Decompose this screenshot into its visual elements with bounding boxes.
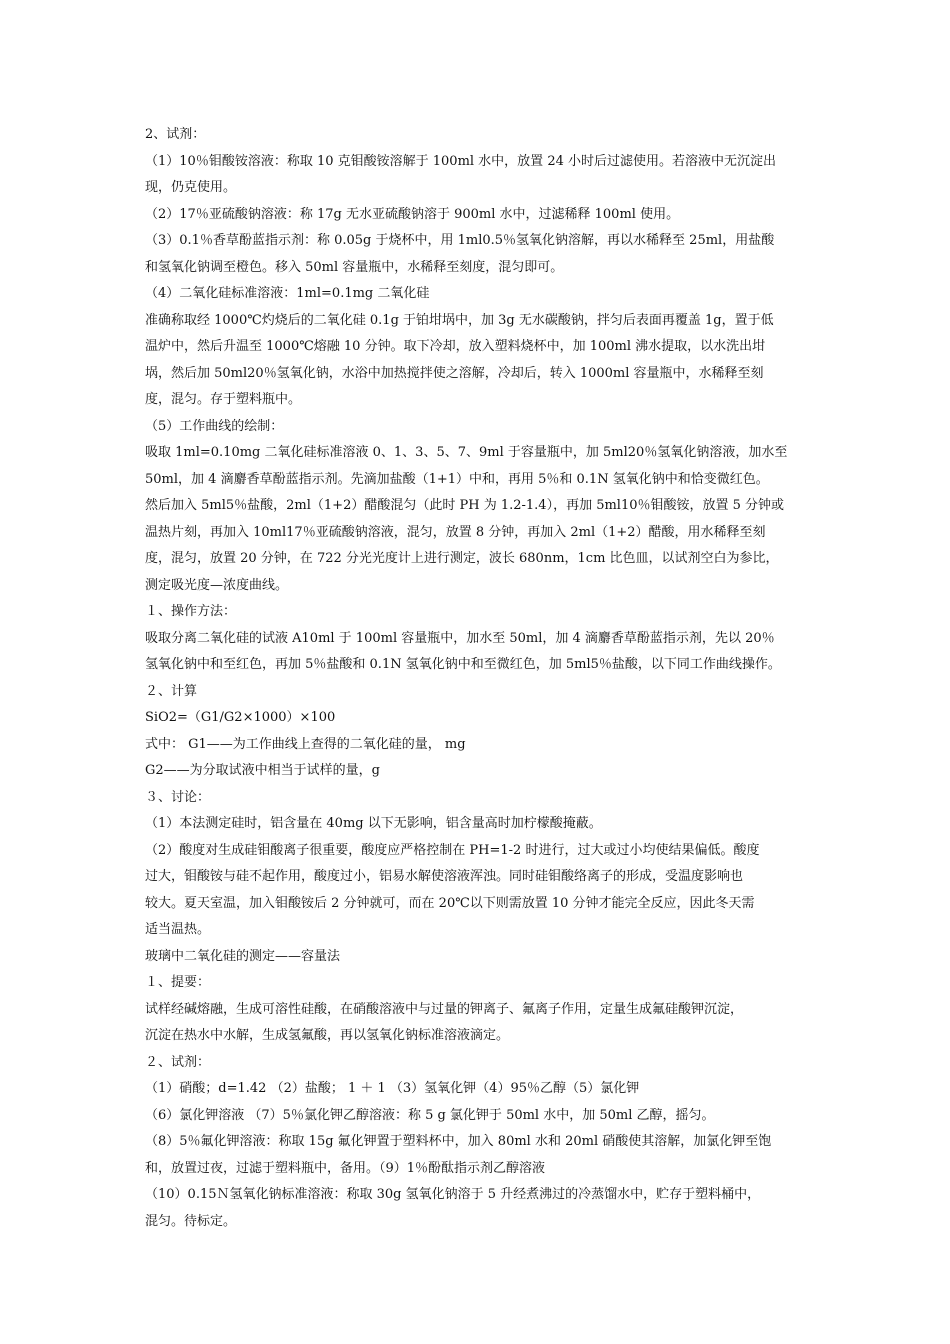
text-line: 混匀。待标定。 (145, 1213, 237, 1229)
text-line: （1）10％钼酸铵溶液：称取 10 克钼酸铵溶解于 100ml 水中，放置 24 小时后过滤使用。若溶液中无沉淀出 (145, 153, 776, 169)
text-line: （1）硝酸；d=1.42 （2）盐酸； 1 ＋ 1 （3）氢氧化钾（4）95％乙醇（5）氯化钾 (145, 1081, 640, 1096)
text-line: （8）5％氟化钾溶液：称取 15g 氟化钾置于塑料杯中，加入 80ml 水和 20ml 硝酸使其溶解，加氯化钾至饱 (145, 1134, 772, 1149)
text-line: 和，放置过夜，过滤于塑料瓶中，备用。（9）1％酚酞指示剂乙醇溶液 (145, 1160, 546, 1176)
text-line: （4）二氧化硅标准溶液：1ml=0.1mg 二氧化硅 (145, 286, 430, 301)
text-line: G2——为分取试液中相当于试样的量，g (145, 763, 380, 778)
text-line: 度，混匀，放置 20 分钟，在 722 分光光度计上进行测定，波长 680nm，1cm 比色皿，以试剂空白为参比， (145, 551, 779, 566)
text-line: 玻璃中二氧化硅的测定——容量法 (145, 948, 341, 964)
document-body (145, 122, 813, 1235)
text-line: １、提要： (145, 975, 211, 990)
text-line: （6）氯化钾溶液 （7）5％氯化钾乙醇溶液：称 5 g 氯化钾于 50ml 水中，加 50ml 乙醇，摇匀。 (145, 1107, 715, 1123)
text-line: 现，仍克使用。 (145, 180, 237, 195)
text-line: （2）酸度对生成硅钼酸离子很重要，酸度应严格控制在 PH=1-2 时进行，过大或过小均使结果偏低。酸度 (145, 842, 760, 858)
text-line: 沉淀在热水中水解，生成氢氟酸，再以氢氧化钠标准溶液滴定。 (145, 1028, 510, 1043)
text-line: ２、计算 (145, 683, 198, 699)
text-line: 埚，然后加 50ml20％氢氧化钠，水浴中加热搅拌使之溶解，冷却后，转入 1000ml 容量瓶中，水稀释至刻 (145, 365, 764, 381)
text-line: 适当温热。 (145, 922, 211, 937)
text-line: （1）本法测定硅时，铝含量在 40mg 以下无影响，铝含量高时加柠檬酸掩蔽。 (145, 816, 602, 831)
text-line: 50ml，加 4 滴麝香草酚蓝指示剂。先滴加盐酸（1+1）中和，再用 5％和 0.1N 氢氧化钠中和恰变微红色。 (145, 471, 769, 487)
text-line: 温炉中，然后升温至 1000℃熔融 10 分钟。取下冷却，放入塑料烧杯中，加 100ml 沸水提取，以水洗出坩 (145, 339, 766, 354)
text-line: １、操作方法： (145, 604, 237, 619)
text-line: 较大。夏天室温，加入钼酸铵后 2 分钟就可，而在 20℃以下则需放置 10 分钟才能完全反应，因此冬天需 (145, 895, 755, 911)
text-line: 然后加入 5ml5％盐酸，2ml（1+2）醋酸混匀（此时 PH 为 1.2-1.4），再加 5ml10％钼酸铵，放置 5 分钟或 (145, 498, 785, 513)
text-line: 吸取 1ml=0.10mg 二氧化硅标准溶液 0、1、3、5、7、9ml 于容量瓶中，加 5ml20％氢氧化钠溶液，加水至 (145, 445, 788, 460)
text-line: （10）0.15Ｎ氢氧化钠标准溶液：称取 30g 氢氧化钠溶于 5 升经煮沸过的冷蒸馏水中，贮存于塑料桶中， (145, 1187, 761, 1202)
text-line: 氢氧化钠中和至红色，再加 5％盐酸和 0.1N 氢氧化钠中和至微红色，加 5ml5％盐酸，以下同工作曲线操作。 (145, 657, 781, 672)
text-line: 温热片刻，再加入 10ml17％亚硫酸钠溶液，混匀，放置 8 分钟，再加入 2ml（1+2）醋酸，用水稀释至刻 (145, 524, 766, 540)
text-line: ３、讨论： (145, 789, 211, 805)
text-line: 式中： G1——为工作曲线上查得的二氧化硅的量， mg (145, 736, 466, 752)
text-line: 试样经碱熔融，生成可溶性硅酸，在硝酸溶液中与过量的钾离子、氟离子作用，定量生成氟硅酸钾沉淀， (145, 1001, 744, 1017)
text-line: 测定吸光度—浓度曲线。 (145, 577, 289, 593)
text-line: SiO2=（G1/G2×1000）×100 (145, 710, 336, 725)
text-line: （5）工作曲线的绘制： (145, 418, 284, 434)
text-line: （2）17％亚硫酸钠溶液：称 17g 无水亚硫酸钠溶于 900ml 水中，过滤稀释 100ml 使用。 (145, 206, 680, 222)
text-line: （3）0.1％香草酚蓝指示剂：称 0.05g 于烧杯中，用 1ml0.5％氢氧化钠溶解，再以水稀释至 25ml，用盐酸 (145, 233, 775, 248)
text-line: 准确称取经 1000℃灼烧后的二氧化硅 0.1g 于铂坩埚中，加 3g 无水碳酸钠，拌匀后表面再覆盖 1g，置于低 (145, 312, 774, 328)
text-line: 过大，钼酸铵与硅不起作用，酸度过小，铝易水解使溶液浑浊。同时硅钼酸络离子的形成，受温度影响也 (145, 869, 744, 884)
text-line: ２、试剂： (145, 1054, 211, 1070)
text-line: 吸取分离二氧化硅的试液 A10ml 于 100ml 容量瓶中，加水至 50ml，加 4 滴麝香草酚蓝指示剂，先以 20％ (145, 630, 775, 646)
text-line: 2、试剂： (145, 127, 206, 142)
text-line: 度，混匀。存于塑料瓶中。 (145, 392, 302, 407)
text-line: 和氢氧化钠调至橙色。移入 50ml 容量瓶中，水稀释至刻度，混匀即可。 (145, 259, 564, 275)
